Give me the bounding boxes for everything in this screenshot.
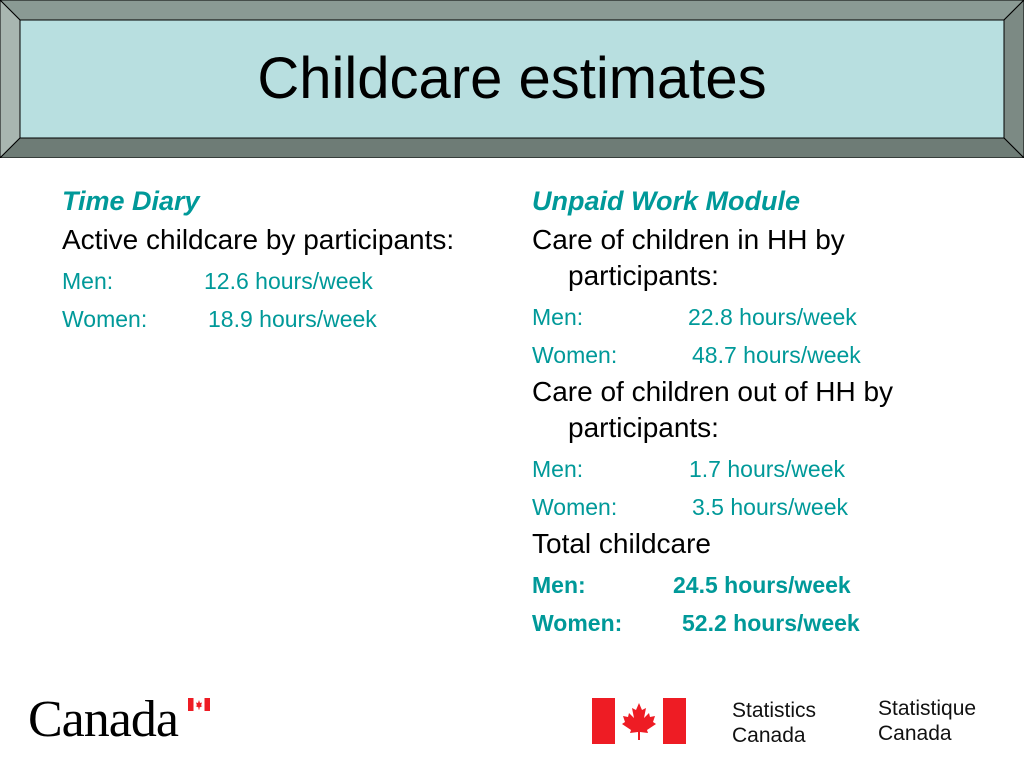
stat-row (62, 300, 482, 338)
statistics-line1: Statistics (732, 699, 817, 722)
left-column (62, 180, 482, 338)
stat-row (532, 604, 992, 642)
canadian-flag-icon (592, 698, 686, 744)
stat-row (532, 488, 992, 526)
statistique-line1: Statistique (878, 697, 977, 720)
right-heading: Unpaid Work Module (532, 186, 800, 216)
slide-title: Childcare estimates (257, 45, 767, 111)
title-frame (0, 0, 1024, 158)
statistics-line2: Canada (732, 724, 806, 747)
stat-value: 52.2 hours/week (682, 610, 860, 636)
stat-label: Men: (62, 268, 114, 294)
statistique-line2: Canada (878, 722, 952, 745)
wordmark-flag-icon (188, 698, 210, 711)
stat-value: 22.8 hours/week (688, 304, 857, 330)
stat-label: Men: (532, 304, 584, 330)
right-section-title: Total childcare (532, 528, 711, 559)
right-section-title: Care of children out of HH by participants: (532, 376, 894, 443)
stat-label: Men: (532, 456, 584, 482)
right-column (532, 180, 992, 642)
stat-row (532, 566, 992, 604)
stat-value: 18.9 hours/week (208, 306, 377, 332)
stat-row (532, 298, 992, 336)
statistics-canada-en (732, 698, 816, 748)
right-section-title: Care of children in HH by participants: (532, 224, 845, 291)
stat-value: 24.5 hours/week (673, 572, 851, 598)
stat-label: Women: (532, 494, 618, 520)
stat-row (62, 262, 482, 300)
stat-label: Women: (532, 610, 623, 636)
left-section-title: Active childcare by participants: (62, 224, 455, 255)
stat-value: 3.5 hours/week (692, 494, 848, 520)
stat-row (532, 450, 992, 488)
stat-value: 48.7 hours/week (692, 342, 861, 368)
canada-wordmark: Canada (28, 691, 178, 748)
stat-value: 12.6 hours/week (204, 268, 373, 294)
stat-label: Women: (62, 306, 148, 332)
statistique-canada-fr (878, 696, 976, 746)
stat-value: 1.7 hours/week (689, 456, 845, 482)
stat-label: Women: (532, 342, 618, 368)
stat-label: Men: (532, 572, 586, 598)
left-heading: Time Diary (62, 186, 200, 216)
stat-row (532, 336, 992, 374)
